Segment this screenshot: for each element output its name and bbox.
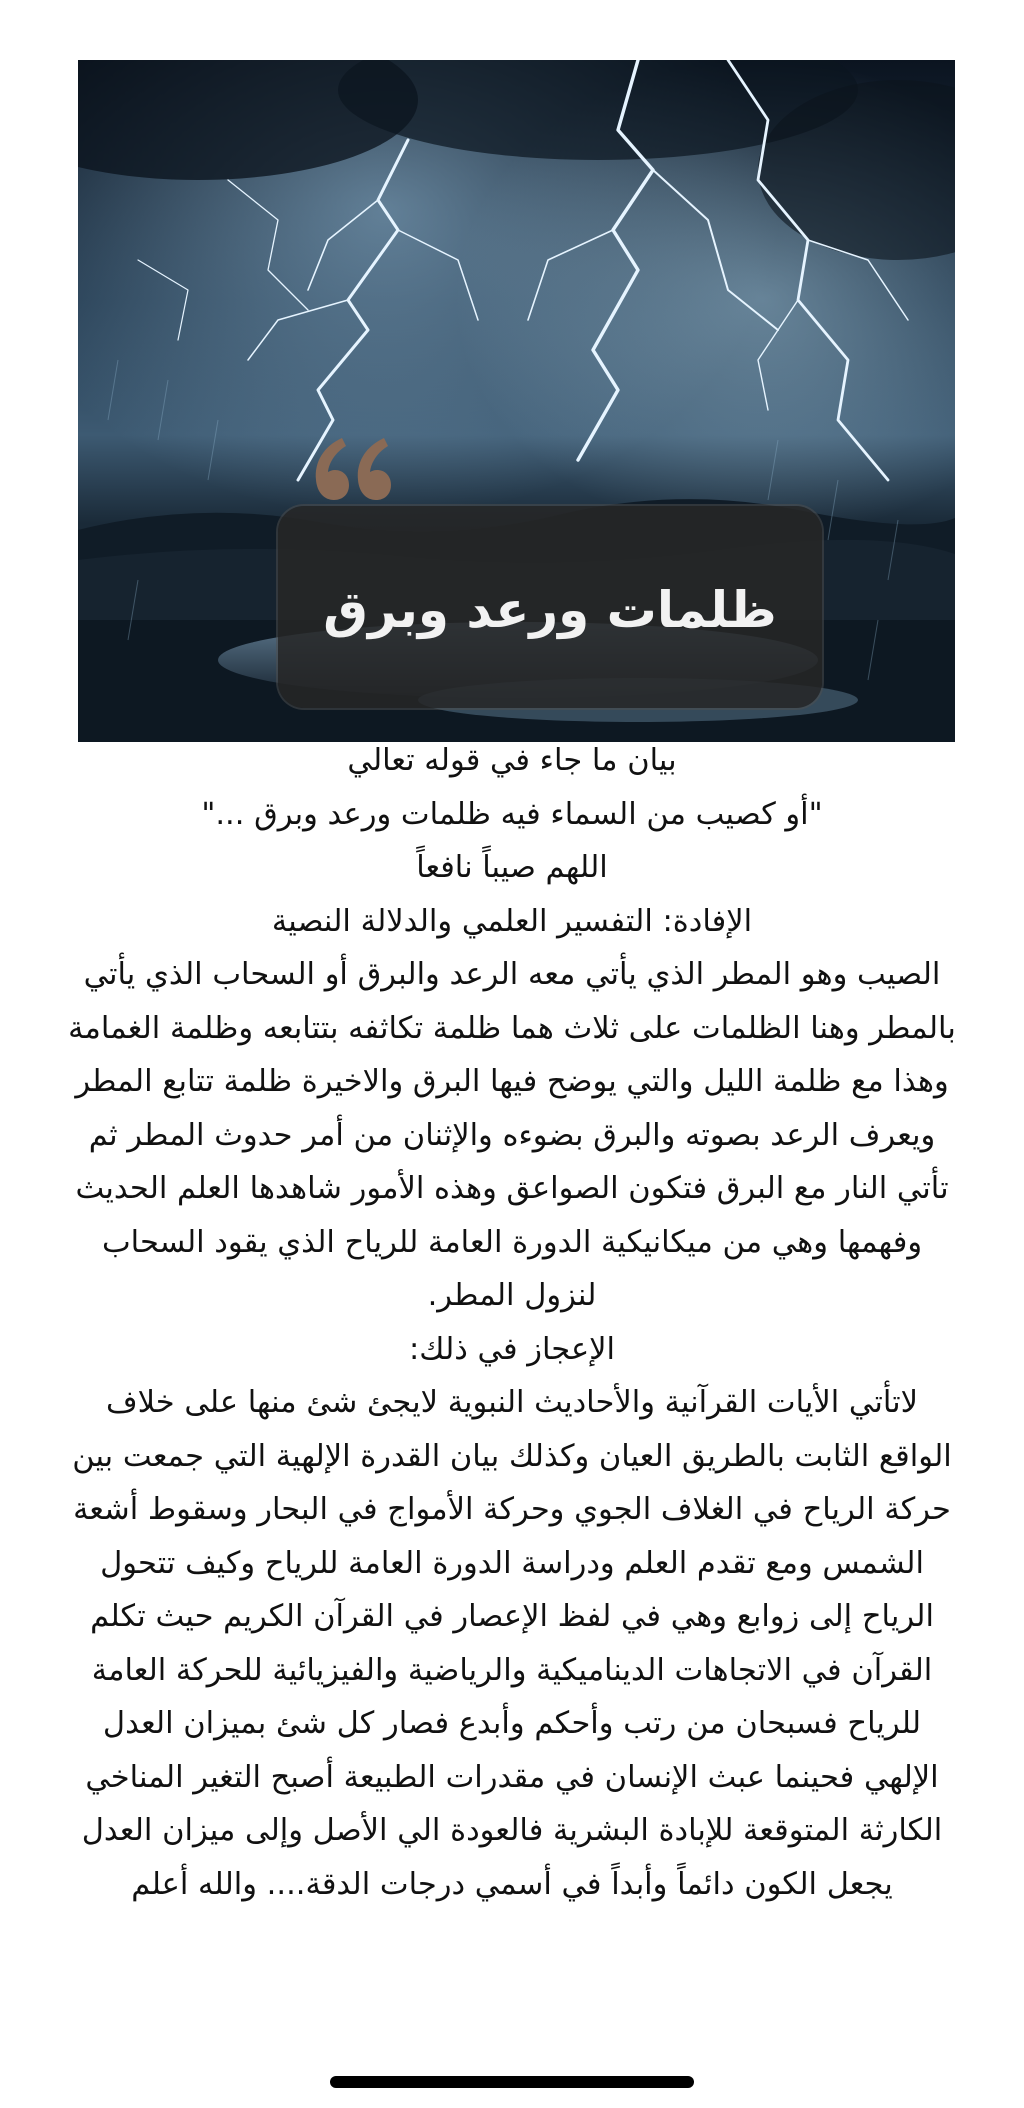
article-line: حركة الرياح في الغلاف الجوي وحركة الأمواج في البحار وسقوط أشعة	[73, 1492, 951, 1527]
article-line: للرياح فسبحان من رتب وأحكم وأبدع فصار كل شئ بميزان العدل	[102, 1706, 922, 1741]
article-line: بالمطر وهنا الظلمات على ثلاث هما ظلمة تكاثفه بتتابعه وظلمة الغمامة	[68, 1010, 956, 1046]
article-line: الرياح إلى زوابع وهي في لفظ الإعصار في القرآن الكريم حيث تكلم	[90, 1599, 934, 1634]
article-line: الإعجاز في ذلك:	[408, 1331, 616, 1367]
quotation-mark-icon	[304, 424, 394, 514]
article-line: الشمس ومع تقدم العلم ودراسة الدورة العامة للرياح وكيف تتحول	[100, 1545, 924, 1581]
article-body	[0, 734, 1024, 1911]
article-line: "أو كصيب من السماء فيه ظلمات ورعد وبرق ..."	[201, 796, 823, 832]
hero-title: ظلمات ورعد وبرق	[323, 581, 777, 639]
article-line: الواقع الثابت بالطريق العيان وكذلك بيان القدرة الإلهية التي جمعت بين	[72, 1438, 952, 1474]
article-line: لنزول المطر.	[427, 1278, 597, 1313]
article-line: الكارثة المتوقعة للإبادة البشرية فالعودة الي الأصل وإلى ميزان العدل	[81, 1813, 943, 1848]
article-line: ويعرف الرعد بصوته والبرق بضوءه والإثنان من أمر حدوث المطر ثم	[88, 1117, 936, 1153]
article-line: اللهم صيباً نافعاً	[416, 850, 608, 885]
article-line: وفهمها وهي من ميكانيكية الدورة العامة للرياح الذي يقود السحاب	[101, 1224, 923, 1260]
article-line: وهذا مع ظلمة الليل والتي يوضح فيها البرق والاخيرة ظلمة تتابع المطر	[75, 1064, 949, 1099]
article-line: تأتي النار مع البرق فتكون الصواعق وهذه الأمور شاهدها العلم الحديث	[75, 1171, 949, 1206]
title-box	[278, 506, 822, 708]
home-indicator[interactable]	[330, 2076, 694, 2088]
article-line: الإلهي فحينما عبث الإنسان في مقدرات الطبيعة أصبح التغير المناخي	[85, 1759, 939, 1795]
article-line: الإفادة: التفسير العلمي والدلالة النصية	[271, 903, 753, 939]
title-card	[278, 446, 822, 708]
article-line: القرآن في الاتجاهات الديناميكية والرياضية والفيزيائية للحركة العامة	[91, 1652, 933, 1688]
article-line: الصيب وهو المطر الذي يأتي معه الرعد والبرق أو السحاب الذي يأتي	[83, 957, 941, 992]
article-line: لاتأتي الأيات القرآنية والأحاديث النبوية لايجئ شئ منها على خلاف	[105, 1385, 919, 1420]
article-line: يجعل الكون دائماً وأبداً في أسمي درجات الدقة.... والله أعلم	[131, 1866, 893, 1902]
hero-image	[78, 60, 955, 742]
article-line: بيان ما جاء في قوله تعالي	[347, 743, 677, 778]
